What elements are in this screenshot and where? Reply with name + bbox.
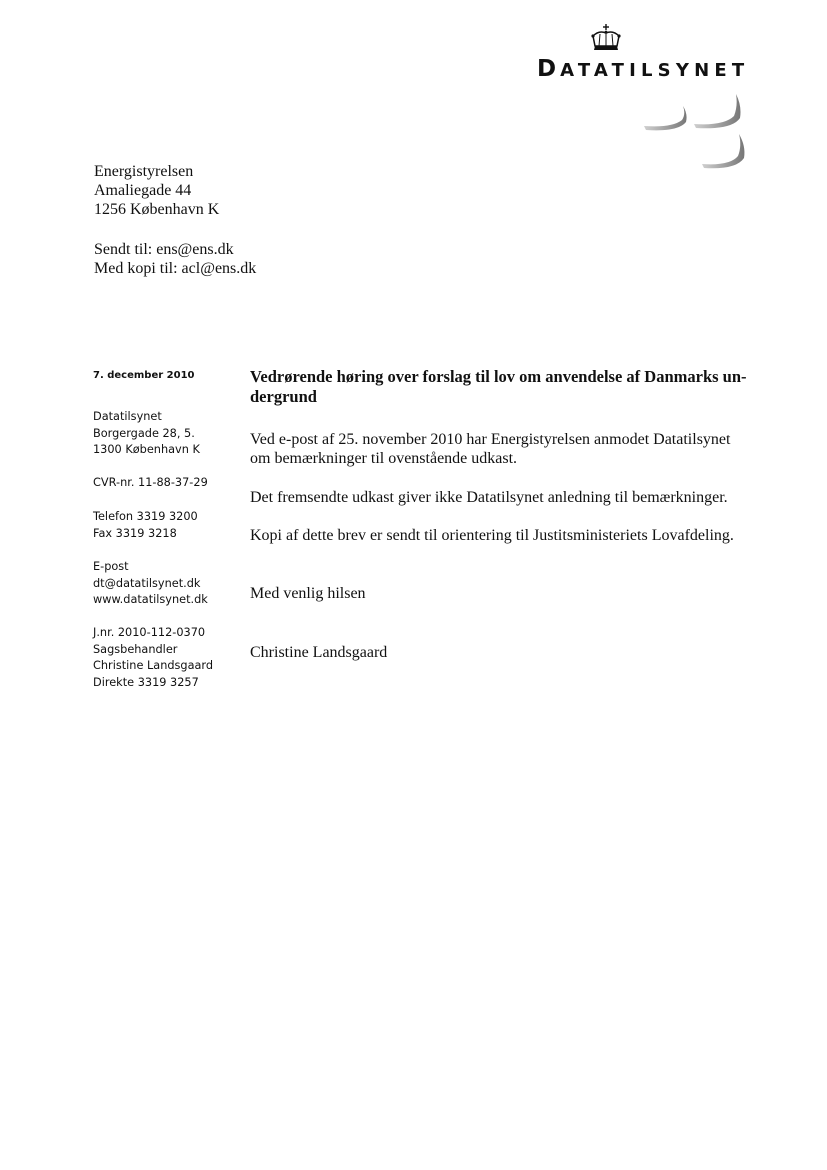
contact-phone bbox=[93, 509, 198, 542]
copy-to: Med kopi til: acl@ens.dk bbox=[94, 260, 257, 277]
recipient-address bbox=[94, 162, 219, 219]
letter-date: 7. december 2010 bbox=[93, 370, 195, 381]
sender-street: Borgergade 28, 5. bbox=[93, 426, 195, 440]
letterhead-logo bbox=[537, 24, 763, 84]
sender-city: 1300 København K bbox=[93, 443, 200, 456]
signer-name: Christine Landsgaard bbox=[250, 644, 388, 661]
sent-to: Sendt til: ens@ens.dk bbox=[94, 241, 234, 258]
brand-name: DATATILSYNET bbox=[537, 56, 750, 82]
caseworker-label: Sagsbehandler bbox=[93, 642, 178, 656]
journal-number: J.nr. 2010-112-0370 bbox=[93, 626, 206, 639]
case-reference bbox=[93, 625, 213, 691]
recipient-street: Amaliegade 44 bbox=[94, 182, 192, 199]
direct-phone: Direkte 3319 3257 bbox=[93, 675, 199, 689]
cvr-number: CVR-nr. 11-88-37-29 bbox=[93, 476, 208, 489]
paragraph-3: Kopi af dette brev er sendt til orientering til Justitsministeriets Lovafdeling. bbox=[250, 527, 734, 544]
recipient-name: Energistyrelsen bbox=[94, 163, 194, 180]
phone-number: Telefon 3319 3200 bbox=[93, 510, 198, 523]
sender-name: Datatilsynet bbox=[93, 410, 162, 423]
subject-line-1: Vedrørende høring over forslag til lov om anvendelse af Danmarks un- bbox=[250, 367, 747, 386]
crown-icon bbox=[589, 24, 623, 54]
letter-subject bbox=[250, 367, 760, 407]
paragraph-1 bbox=[250, 430, 760, 468]
recipient-city: 1256 København K bbox=[94, 201, 220, 218]
paragraph-1-line-2: om bemærkninger til ovenstående udkast. bbox=[250, 450, 518, 467]
paragraph-1-line-1: Ved e-post af 25. november 2010 har Energistyrelsen anmodet Datatilsynet bbox=[250, 431, 731, 448]
send-info bbox=[94, 240, 256, 278]
subject-line-2: dergrund bbox=[250, 387, 317, 406]
paragraph-2: Det fremsendte udkast giver ikke Datatilsynet anledning til bemærkninger. bbox=[250, 489, 728, 506]
fax-number: Fax 3319 3218 bbox=[93, 526, 177, 540]
website: www.datatilsynet.dk bbox=[93, 593, 208, 606]
contact-online bbox=[93, 559, 208, 609]
closing-greeting: Med venlig hilsen bbox=[250, 585, 366, 602]
swoosh-icon bbox=[638, 88, 758, 174]
caseworker-name: Christine Landsgaard bbox=[93, 659, 214, 672]
email-label: E-post bbox=[93, 560, 129, 573]
sender-address bbox=[93, 409, 200, 459]
email-address: dt@datatilsynet.dk bbox=[93, 576, 201, 590]
